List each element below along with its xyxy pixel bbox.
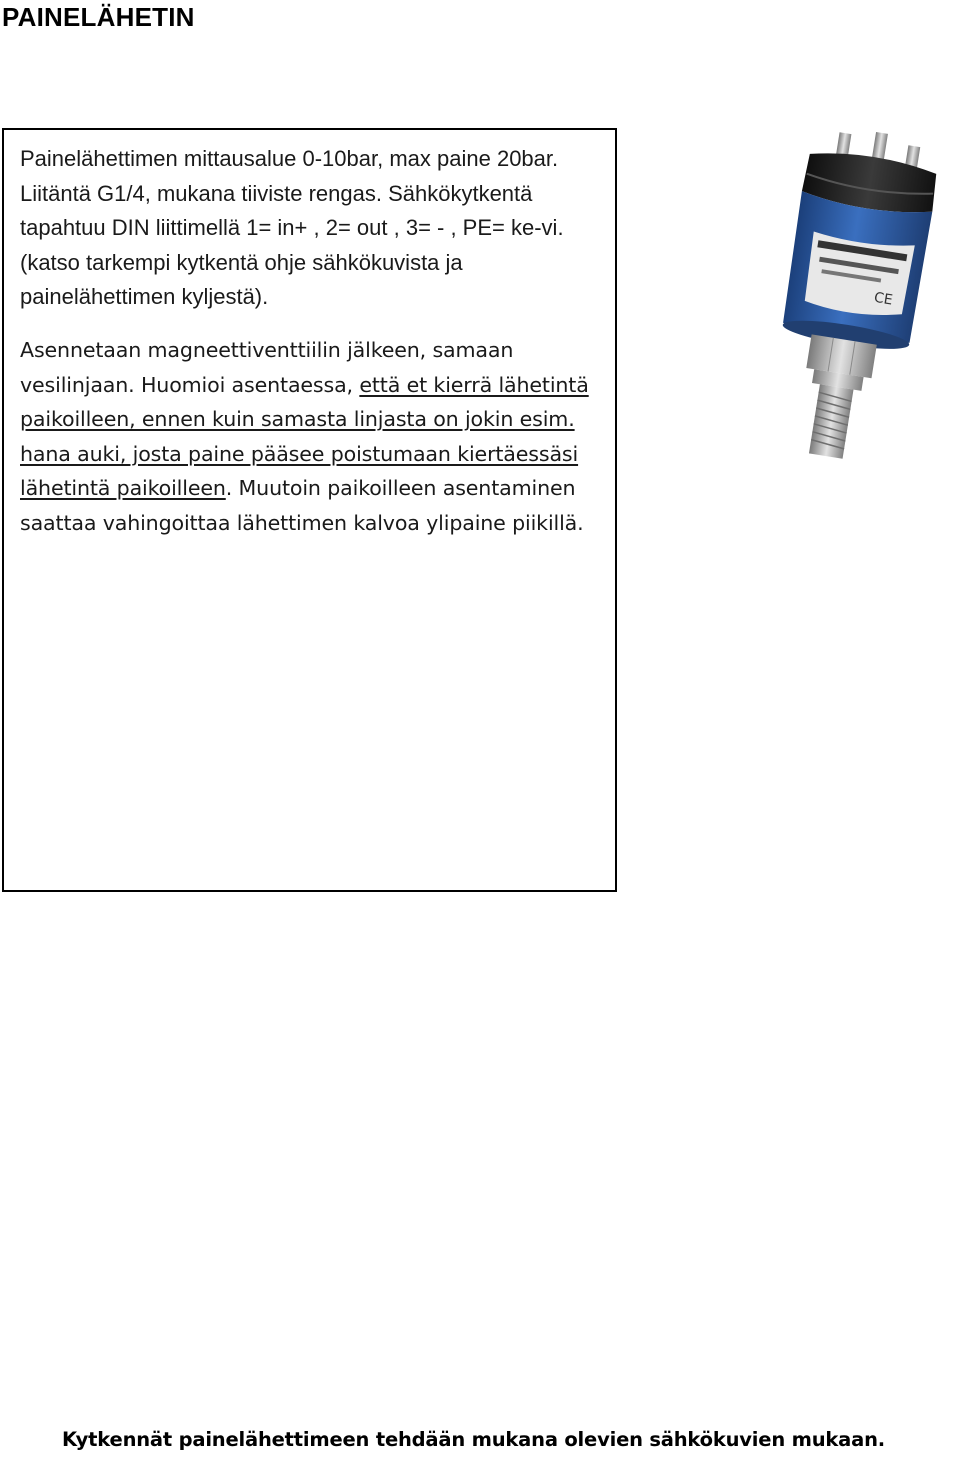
- spec-paragraph: Painelähettimen mittausalue 0-10bar, max paine 20bar. Liitäntä G1/4, mukana tiiviste rengas. Sähkökytkentä tapahtuu DIN liittimellä 1= in+ , 2= out , 3= - , PE= ke-vi. (katso tarkempi kytkentä ohje sähkökuvista ja painelähettimen kyljestä).: [20, 146, 564, 309]
- page-title: PAINELÄHETIN: [2, 2, 195, 32]
- pressure-transmitter-image: [745, 128, 960, 478]
- install-warning-underlined: että et kierrä lähetintä paikoilleen, ennen kuin samasta linjasta on jokin esim. hana auki, josta paine pääsee poistumaan kiertäessäsi lähetintä paikoilleen: [20, 372, 589, 500]
- svg-text:CE: CE: [872, 289, 894, 309]
- install-paragraph: [20, 333, 615, 540]
- install-text-end: . Muutoin paikoilleen asentaminen saattaa vahingoittaa lähettimen kalvoa ylipaine piikillä.: [20, 476, 584, 535]
- footer-note: Kytkennät painelähettimeen tehdään mukana olevien sähkökuvien mukaan.: [62, 1428, 885, 1451]
- install-text-start: Asennetaan magneettiventtiilin jälkeen, samaan vesilinjaan. Huomioi asentaessa,: [20, 338, 514, 397]
- description-box: [2, 128, 617, 892]
